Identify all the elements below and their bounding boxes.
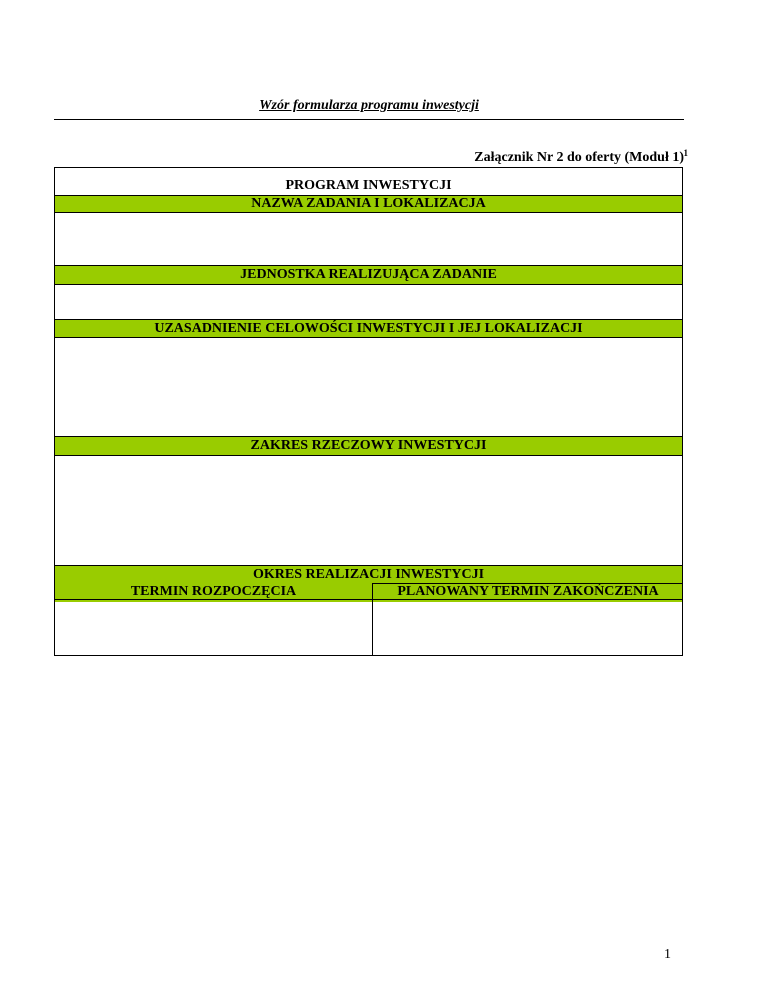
end-date-label: PLANOWANY TERMIN ZAKOŃCZENIA [397,584,659,599]
field-start-date[interactable] [55,600,372,655]
annex-label: Załącznik Nr 2 do oferty (Moduł 1) [474,150,684,165]
annex-footnote-mark: 1 [683,148,688,158]
end-date-label-box [372,583,683,600]
document-title: Wzór formularza programu inwestycji [259,98,479,113]
section-header-task-name: NAZWA ZADANIA I LOKALIZACJA [55,195,682,213]
field-implementing-unit[interactable] [55,285,682,320]
section-header-scope: ZAKRES RZECZOWY INWESTYCJI [55,436,682,456]
form-title: PROGRAM INWESTYCJI [285,178,452,193]
investment-program-form [54,167,683,656]
field-task-name[interactable] [55,213,682,265]
field-justification[interactable] [55,338,682,436]
section-header-justification: UZASADNIENIE CELOWOŚCI INWESTYCJI I JEJ LOKALIZACJI [55,319,682,338]
field-scope[interactable] [55,456,682,565]
section-header-implementing-unit: JEDNOSTKA REALIZUJĄCA ZADANIE [55,265,682,285]
page-number: 1 [664,947,671,962]
title-rule [54,119,684,120]
start-date-label: TERMIN ROZPOCZĘCIA [130,584,297,599]
period-label: OKRES REALIZACJI INWESTYCJI [252,567,485,582]
field-end-date[interactable] [373,600,682,655]
